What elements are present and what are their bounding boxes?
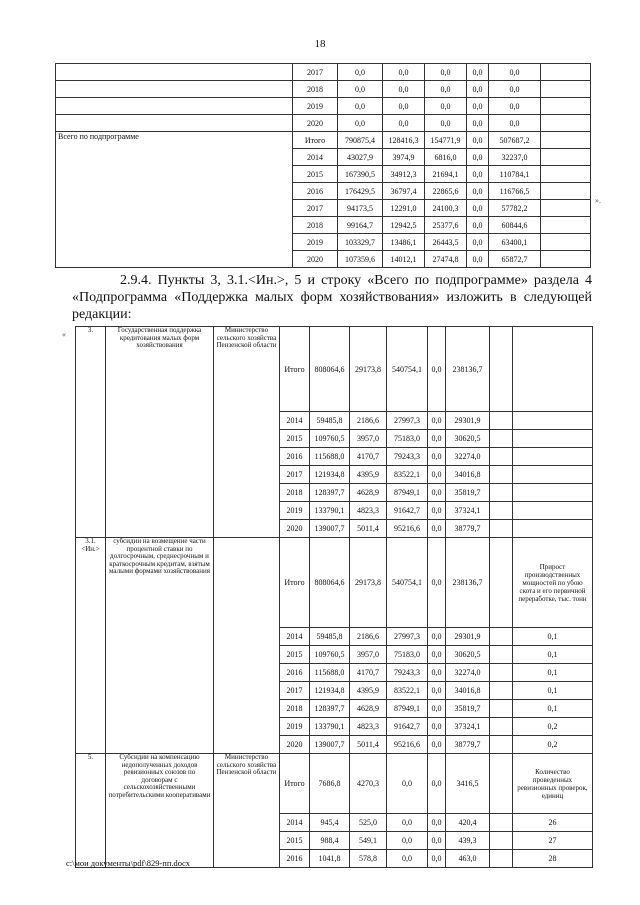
table-cell: 59485,8 — [310, 628, 350, 646]
table-cell: 121934,8 — [310, 466, 350, 484]
indicator-cell — [513, 502, 593, 520]
table-cell: 0,0 — [467, 183, 489, 200]
item-number-cell: 3. — [76, 327, 106, 538]
table-cell: 29301,9 — [446, 412, 490, 430]
table-cell: 0,0 — [467, 149, 489, 166]
indicator-cell — [513, 327, 593, 412]
table-cell: 0,0 — [338, 98, 383, 115]
table-cell: 2020 — [293, 115, 338, 132]
indicator-cell — [513, 520, 593, 538]
table-cell: 2019 — [293, 234, 338, 251]
indicator-cell — [513, 466, 593, 484]
table-cell: 5011,4 — [350, 736, 387, 754]
table-cell: 2018 — [280, 700, 310, 718]
table-row — [76, 754, 593, 814]
table-row — [56, 64, 591, 81]
empty-cell — [541, 183, 591, 200]
table-cell: 0,0 — [428, 736, 446, 754]
indicator-cell: 0,1 — [513, 646, 593, 664]
table-cell: 79243,3 — [387, 448, 428, 466]
table-cell: 2017 — [280, 466, 310, 484]
table-cell: 167390,5 — [338, 166, 383, 183]
table-cell: 34016,8 — [446, 682, 490, 700]
table-cell: 0,0 — [467, 217, 489, 234]
table-cell: 91642,7 — [387, 502, 428, 520]
table-cell: 0,0 — [428, 502, 446, 520]
empty-cell — [541, 64, 591, 81]
table-cell: 110784,1 — [489, 166, 541, 183]
table-cell: 115688,0 — [310, 448, 350, 466]
table-cell: 0,0 — [467, 98, 489, 115]
table-cell: 2186,6 — [350, 412, 387, 430]
table-cell: 29173,8 — [350, 327, 387, 412]
table-cell: 0,0 — [467, 166, 489, 183]
table-cell: 22865,6 — [425, 183, 467, 200]
table-cell: 4270,3 — [350, 754, 387, 814]
empty-cell — [56, 115, 293, 132]
table-cell: 0,0 — [428, 466, 446, 484]
empty-cell — [490, 520, 513, 538]
empty-cell — [490, 664, 513, 682]
indicator-cell — [513, 448, 593, 466]
table-cell: 0,0 — [428, 484, 446, 502]
table-cell: 2014 — [293, 149, 338, 166]
table-cell: 238136,7 — [446, 538, 490, 628]
table-cell: 0,0 — [387, 814, 428, 832]
table-cell: 139007,7 — [310, 520, 350, 538]
table-cell: 12291,0 — [383, 200, 425, 217]
table-cell: 2016 — [280, 448, 310, 466]
table-cell: 0,0 — [428, 430, 446, 448]
file-path-footer: c:\мои документы\pdf\829-пп.docx — [66, 858, 191, 868]
table-cell: 2015 — [280, 646, 310, 664]
executor-cell: Министерство сельского хозяйства Пензенской области — [214, 327, 280, 538]
table-cell: 0,0 — [428, 718, 446, 736]
table-cell: 988,4 — [310, 832, 350, 850]
table-cell: 2015 — [280, 832, 310, 850]
table-cell: 0,0 — [467, 64, 489, 81]
table-cell: 2014 — [280, 412, 310, 430]
table-cell: 2018 — [293, 81, 338, 98]
table-row — [56, 81, 591, 98]
table-cell: 0,0 — [425, 81, 467, 98]
table-cell: 30620,5 — [446, 646, 490, 664]
table-cell: 0,0 — [428, 327, 446, 412]
table-cell: 0,0 — [425, 98, 467, 115]
empty-cell — [490, 430, 513, 448]
empty-cell — [490, 832, 513, 850]
table-cell: 139007,7 — [310, 736, 350, 754]
table-cell: 0,0 — [428, 646, 446, 664]
empty-cell — [490, 646, 513, 664]
table-cell: 25377,6 — [425, 217, 467, 234]
empty-cell — [490, 700, 513, 718]
table-cell: 0,0 — [383, 115, 425, 132]
empty-cell — [541, 81, 591, 98]
item-number-cell: 5. — [76, 754, 106, 868]
indicator-cell — [513, 430, 593, 448]
table-cell: 37324,1 — [446, 718, 490, 736]
table-cell: 3416,5 — [446, 754, 490, 814]
empty-cell — [490, 412, 513, 430]
table-cell: 115688,0 — [310, 664, 350, 682]
table-cell: 2186,6 — [350, 628, 387, 646]
table-cell: 0,0 — [428, 664, 446, 682]
indicator-cell: 0,1 — [513, 682, 593, 700]
table-cell: 14012,1 — [383, 251, 425, 268]
table-cell: 0,0 — [428, 412, 446, 430]
table-cell: 95216,6 — [387, 736, 428, 754]
empty-cell — [490, 628, 513, 646]
table-cell: 0,0 — [387, 754, 428, 814]
table-cell: 65872,7 — [489, 251, 541, 268]
table-cell: 2016 — [280, 850, 310, 868]
table-cell: 3974,9 — [383, 149, 425, 166]
table-cell: 29301,9 — [446, 628, 490, 646]
table-cell: 0,0 — [467, 115, 489, 132]
table-cell: 0,0 — [428, 814, 446, 832]
table-cell: Итого — [280, 538, 310, 628]
table-cell: 2017 — [280, 682, 310, 700]
table-cell: 2015 — [293, 166, 338, 183]
empty-cell — [490, 850, 513, 868]
table-cell: 2016 — [293, 183, 338, 200]
empty-cell — [56, 81, 293, 98]
item-name-cell: Государственная поддержка кредитования малых форм хозяйствования — [106, 327, 214, 538]
table-cell: 808064,6 — [310, 327, 350, 412]
table-cell: 154771,9 — [425, 132, 467, 149]
table-cell: 0,0 — [489, 98, 541, 115]
table-cell: 2017 — [293, 64, 338, 81]
empty-cell — [490, 736, 513, 754]
table-cell: 0,0 — [387, 850, 428, 868]
table-cell: 29173,8 — [350, 538, 387, 628]
table-cell: 540754,1 — [387, 327, 428, 412]
table-cell: Итого — [293, 132, 338, 149]
table-cell: 95216,6 — [387, 520, 428, 538]
empty-cell — [541, 149, 591, 166]
empty-cell — [541, 98, 591, 115]
table-cell: Итого — [280, 754, 310, 814]
indicator-cell — [513, 484, 593, 502]
table-cell: 4170,7 — [350, 448, 387, 466]
table-cell: 0,0 — [383, 98, 425, 115]
subprogram-totals-table — [55, 63, 591, 268]
empty-cell — [490, 327, 513, 412]
empty-cell — [490, 448, 513, 466]
table-cell: 3957,0 — [350, 430, 387, 448]
empty-cell — [490, 466, 513, 484]
table-cell: 34016,8 — [446, 466, 490, 484]
table-cell: 0,0 — [428, 538, 446, 628]
table-cell: 99164,7 — [338, 217, 383, 234]
empty-cell — [490, 754, 513, 814]
table-cell: 0,0 — [428, 520, 446, 538]
empty-cell — [56, 98, 293, 115]
empty-cell — [490, 502, 513, 520]
table-cell: 0,0 — [428, 700, 446, 718]
table-cell: 790875,4 — [338, 132, 383, 149]
table-cell: 79243,3 — [387, 664, 428, 682]
table-cell: 0,0 — [428, 448, 446, 466]
table-cell: 32274,0 — [446, 664, 490, 682]
indicator-cell: Количество проведенных ревизионных проверок, единиц — [513, 754, 593, 814]
empty-cell — [541, 200, 591, 217]
table-cell: 2018 — [293, 217, 338, 234]
table-cell: 128397,7 — [310, 700, 350, 718]
table-row — [56, 132, 591, 149]
table-cell: 0,0 — [383, 64, 425, 81]
table-row — [76, 327, 593, 412]
table-cell: 87949,1 — [387, 700, 428, 718]
indicator-cell — [513, 412, 593, 430]
table-cell: 0,0 — [467, 200, 489, 217]
table-cell: 4170,7 — [350, 664, 387, 682]
table-cell: 176429,5 — [338, 183, 383, 200]
table-cell: 37324,1 — [446, 502, 490, 520]
table-cell: 0,0 — [489, 81, 541, 98]
table-cell: 540754,1 — [387, 538, 428, 628]
indicator-cell: 0,1 — [513, 628, 593, 646]
table-cell: 3957,0 — [350, 646, 387, 664]
indicator-cell: Прирост производственных мощностей по убою скота и его первичной переработке, тыс. тонн — [513, 538, 593, 628]
indicator-cell: 0,1 — [513, 700, 593, 718]
table-cell: 32274,0 — [446, 448, 490, 466]
table-cell: 27997,3 — [387, 628, 428, 646]
table-cell: 60844,6 — [489, 217, 541, 234]
empty-cell — [490, 682, 513, 700]
indicator-cell: 0,2 — [513, 736, 593, 754]
table-cell: 0,0 — [338, 115, 383, 132]
table-cell: 27474,8 — [425, 251, 467, 268]
indicator-cell: 26 — [513, 814, 593, 832]
table-cell: 75183,0 — [387, 646, 428, 664]
empty-cell — [490, 484, 513, 502]
table-cell: 57782,2 — [489, 200, 541, 217]
table-cell: 32237,0 — [489, 149, 541, 166]
table-cell: 0,0 — [338, 64, 383, 81]
table-cell: 525,0 — [350, 814, 387, 832]
empty-cell — [56, 64, 293, 81]
table-row — [76, 538, 593, 628]
indicator-cell: 0,2 — [513, 718, 593, 736]
empty-cell — [541, 217, 591, 234]
executor-cell — [214, 538, 280, 754]
table-cell: 4628,9 — [350, 700, 387, 718]
table-cell: 36797,4 — [383, 183, 425, 200]
table-cell: 0,0 — [425, 64, 467, 81]
table-cell: 6816,0 — [425, 149, 467, 166]
table-row — [56, 98, 591, 115]
indicator-cell: 28 — [513, 850, 593, 868]
table-cell: 94173,5 — [338, 200, 383, 217]
table-cell: 420,4 — [446, 814, 490, 832]
table-cell: 0,0 — [428, 682, 446, 700]
table-cell: 507687,2 — [489, 132, 541, 149]
table-cell: 4823,3 — [350, 718, 387, 736]
table-cell: 121934,8 — [310, 682, 350, 700]
empty-cell — [541, 132, 591, 149]
empty-cell — [541, 115, 591, 132]
closing-quote-mark: ». — [595, 196, 601, 205]
table-cell: 83522,1 — [387, 466, 428, 484]
table-cell: 0,0 — [428, 832, 446, 850]
table-cell: 0,0 — [425, 115, 467, 132]
empty-cell — [541, 166, 591, 183]
empty-cell — [541, 251, 591, 268]
table-cell: 109760,5 — [310, 646, 350, 664]
table-cell: 2017 — [293, 200, 338, 217]
table-cell: 4628,9 — [350, 484, 387, 502]
table-cell: 107359,6 — [338, 251, 383, 268]
table-cell: 2020 — [293, 251, 338, 268]
table-cell: 4395,9 — [350, 466, 387, 484]
table-cell: 35819,7 — [446, 700, 490, 718]
table-cell: 38779,7 — [446, 736, 490, 754]
table-cell: 128416,3 — [383, 132, 425, 149]
table-cell: 0,0 — [467, 81, 489, 98]
table-cell: 0,0 — [428, 628, 446, 646]
table-cell: 0,0 — [338, 81, 383, 98]
table-cell: 87949,1 — [387, 484, 428, 502]
item-name-cell: субсидии на возмещение части процентной ставки по долгосрочным, среднесрочным и краткосрочным кредитам, взятым малыми формами хозяйствования — [106, 538, 214, 754]
table-cell: 7686,8 — [310, 754, 350, 814]
table-cell: 0,0 — [428, 850, 446, 868]
item-name-cell: Субсидии на компенсацию недополученных доходов ревизионных союзов по договорам с сельскохозяйственными потребительскими кооперативами — [106, 754, 214, 868]
total-label-cell: Всего по подпрограмме — [56, 132, 293, 268]
table-cell: 2014 — [280, 628, 310, 646]
table-row — [56, 115, 591, 132]
table-cell: 238136,7 — [446, 327, 490, 412]
empty-cell — [541, 234, 591, 251]
table-cell: 128397,7 — [310, 484, 350, 502]
page-number: 18 — [314, 38, 326, 50]
table-cell: 12942,5 — [383, 217, 425, 234]
table-cell: 35819,7 — [446, 484, 490, 502]
table-cell: 34912,3 — [383, 166, 425, 183]
empty-cell — [490, 814, 513, 832]
item-number-cell: 3.1. <Ин.> — [76, 538, 106, 754]
table-cell: 0,0 — [489, 115, 541, 132]
table-cell: 38779,7 — [446, 520, 490, 538]
table-cell: 0,0 — [428, 754, 446, 814]
table-cell: 109760,5 — [310, 430, 350, 448]
table-cell: 0,0 — [467, 234, 489, 251]
table-cell: 439,3 — [446, 832, 490, 850]
table-cell: 2018 — [280, 484, 310, 502]
table-cell: 133790,1 — [310, 718, 350, 736]
executor-cell: Министерство сельского хозяйства Пензенской области — [214, 754, 280, 868]
table-cell: 5011,4 — [350, 520, 387, 538]
table-cell: 2020 — [280, 520, 310, 538]
table-cell: 24100,3 — [425, 200, 467, 217]
table-cell: 59485,8 — [310, 412, 350, 430]
table-cell: 0,0 — [387, 832, 428, 850]
subprogram-4-table — [75, 326, 593, 868]
table-cell: 2020 — [280, 736, 310, 754]
table-cell: 91642,7 — [387, 718, 428, 736]
table-cell: 116766,5 — [489, 183, 541, 200]
table-cell: 549,1 — [350, 832, 387, 850]
table-cell: 463,0 — [446, 850, 490, 868]
indicator-cell: 27 — [513, 832, 593, 850]
table-cell: 2019 — [280, 502, 310, 520]
table-cell: 2016 — [280, 664, 310, 682]
table-cell: 103329,7 — [338, 234, 383, 251]
table-cell: 0,0 — [467, 251, 489, 268]
table-cell: 2014 — [280, 814, 310, 832]
table-cell: 43027,9 — [338, 149, 383, 166]
table-cell: 75183,0 — [387, 430, 428, 448]
table-cell: 30620,5 — [446, 430, 490, 448]
table-cell: 578,8 — [350, 850, 387, 868]
table-cell: 2019 — [280, 718, 310, 736]
table-cell: 13486,1 — [383, 234, 425, 251]
empty-cell — [490, 718, 513, 736]
table-cell: 83522,1 — [387, 682, 428, 700]
table-cell: 0,0 — [489, 64, 541, 81]
table-cell: 63400,1 — [489, 234, 541, 251]
table-cell: 2019 — [293, 98, 338, 115]
table-cell: 1041,8 — [310, 850, 350, 868]
table-cell: 21694,1 — [425, 166, 467, 183]
table-cell: 0,0 — [467, 132, 489, 149]
table-cell: 27997,3 — [387, 412, 428, 430]
table-cell: 808064,6 — [310, 538, 350, 628]
table-cell: 4823,3 — [350, 502, 387, 520]
amendment-paragraph: 2.9.4. Пункты 3, 3.1.<Ин.>, 5 и строку «Всего по подпрограмме» раздела 4 «Подпрограмма «Поддержка малых форм хозяйствования» изложить в следующей редакции: — [72, 273, 592, 322]
table-cell: 26443,5 — [425, 234, 467, 251]
table-cell: 0,0 — [383, 81, 425, 98]
table-cell: 945,4 — [310, 814, 350, 832]
opening-quote-mark: « — [62, 330, 66, 339]
table-cell: 133790,1 — [310, 502, 350, 520]
empty-cell — [490, 538, 513, 628]
indicator-cell: 0,1 — [513, 664, 593, 682]
table-cell: 2015 — [280, 430, 310, 448]
table-cell: Итого — [280, 327, 310, 412]
table-cell: 4395,9 — [350, 682, 387, 700]
